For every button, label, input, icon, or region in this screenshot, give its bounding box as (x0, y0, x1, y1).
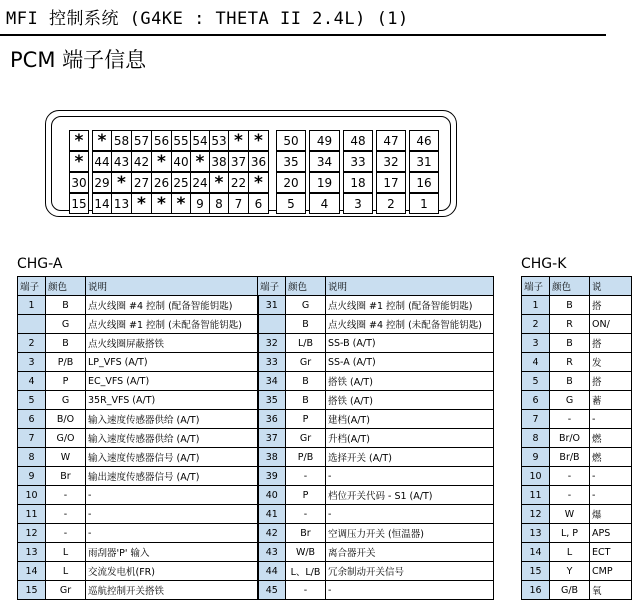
color-cell: B (46, 334, 86, 353)
description-cell: 搭 (590, 372, 632, 391)
table-row (18, 372, 494, 391)
table-row (522, 581, 632, 600)
color-cell: L (46, 562, 86, 581)
terminal-cell: 6 (18, 410, 46, 429)
connector-pin: 49 (309, 130, 340, 151)
table-row (18, 486, 494, 505)
description-cell: 空调压力开关 (恒温器) (326, 524, 494, 543)
connector-pin: 17 (376, 172, 406, 193)
description-cell: 输入速度传感器供给 (A/T) (86, 429, 258, 448)
terminal-cell: 37 (258, 429, 286, 448)
color-cell: G (286, 296, 326, 315)
color-cell: G (46, 391, 86, 410)
terminal-cell: 14 (522, 543, 550, 562)
connector-pin: 25 (171, 172, 191, 193)
connector-pin: 43 (111, 151, 132, 172)
terminal-cell: 2 (522, 315, 550, 334)
terminal-cell: 45 (258, 581, 286, 600)
table-row (522, 391, 632, 410)
terminal-cell: 32 (258, 334, 286, 353)
connector-pin: 14 (92, 193, 112, 214)
description-cell: 搭铁 (A/T) (326, 391, 494, 410)
table-row (18, 448, 494, 467)
table-row (522, 429, 632, 448)
color-cell: B (286, 315, 326, 334)
header-terminal: 端子 (18, 277, 46, 296)
terminal-cell: 15 (522, 562, 550, 581)
terminal-cell: 41 (258, 505, 286, 524)
description-cell: EC_VFS (A/T) (86, 372, 258, 391)
terminal-cell: 44 (258, 562, 286, 581)
terminal-cell: 16 (522, 581, 550, 600)
connector-pin: 2 (376, 193, 406, 214)
description-cell: - (326, 467, 494, 486)
connector-pin: 13 (111, 193, 132, 214)
terminal-cell: 8 (522, 429, 550, 448)
description-cell: 燃 (590, 448, 632, 467)
terminal-cell: 5 (18, 391, 46, 410)
terminal-cell: 12 (18, 524, 46, 543)
connector-pin: * (92, 130, 112, 151)
connector-pin: 47 (376, 130, 406, 151)
table-row (18, 296, 494, 315)
description-cell: 冗余制动开关信号 (326, 562, 494, 581)
color-cell: B (286, 372, 326, 391)
header-color: 颜色 (286, 277, 326, 296)
connector-pin: * (151, 151, 172, 172)
color-cell: Gr (286, 353, 326, 372)
connector-pin: * (151, 193, 172, 214)
terminal-cell: 3 (522, 334, 550, 353)
terminal-cell: 8 (18, 448, 46, 467)
document-title: MFI 控制系统 (G4KE : THETA II 2.4L) (1) (6, 9, 409, 29)
color-cell: Gr (286, 429, 326, 448)
color-cell: W/B (286, 543, 326, 562)
section-title: PCM 端子信息 (10, 48, 147, 72)
description-cell: 蓄 (590, 391, 632, 410)
color-cell: G (550, 391, 590, 410)
color-cell: P (286, 410, 326, 429)
header-description: 说明 (326, 277, 494, 296)
connector-pin: * (209, 172, 229, 193)
connector-pin: 36 (248, 151, 269, 172)
description-cell: 选择开关 (A/T) (326, 448, 494, 467)
connector-pin: * (171, 193, 191, 214)
chg-a-terminal-table (17, 276, 494, 600)
connector-pin: * (69, 130, 89, 151)
table-header-row (18, 277, 494, 296)
terminal-cell: 36 (258, 410, 286, 429)
table-row (522, 334, 632, 353)
description-cell: 交流发电机(FR) (86, 562, 258, 581)
terminal-cell: 2 (18, 334, 46, 353)
header-color: 颜色 (46, 277, 86, 296)
connector-pin: 5 (276, 193, 306, 214)
description-cell: 搭铁 (A/T) (326, 372, 494, 391)
color-cell: W (46, 448, 86, 467)
connector-pin: 31 (409, 151, 439, 172)
connector-pin: 40 (171, 151, 191, 172)
color-cell: - (46, 505, 86, 524)
connector-pin: 37 (228, 151, 249, 172)
table-row (18, 524, 494, 543)
header-terminal: 端子 (522, 277, 550, 296)
connector-pin: 57 (131, 130, 152, 151)
terminal-cell: 34 (258, 372, 286, 391)
color-cell: L/B (286, 334, 326, 353)
terminal-cell (18, 315, 46, 334)
color-cell: - (550, 410, 590, 429)
description-cell: ECT (590, 543, 632, 562)
connector-pin: 38 (209, 151, 229, 172)
header-color: 颜色 (550, 277, 590, 296)
terminal-cell: 39 (258, 467, 286, 486)
terminal-cell: 5 (522, 372, 550, 391)
color-cell: P/B (286, 448, 326, 467)
connector-pin: 1 (409, 193, 439, 214)
connector-pin: 16 (409, 172, 439, 193)
color-cell: Br (286, 524, 326, 543)
color-cell: Br/B (550, 448, 590, 467)
table-row (522, 505, 632, 524)
description-cell: 搭 (590, 334, 632, 353)
table-row (522, 410, 632, 429)
connector-pin: 26 (151, 172, 172, 193)
terminal-cell: 7 (522, 410, 550, 429)
terminal-cell: 7 (18, 429, 46, 448)
description-cell: 升档(A/T) (326, 429, 494, 448)
connector-pin: 44 (92, 151, 112, 172)
table-row (522, 372, 632, 391)
connector-pin: 20 (276, 172, 306, 193)
description-cell: APS (590, 524, 632, 543)
table-row (18, 410, 494, 429)
terminal-cell: 11 (18, 505, 46, 524)
description-cell: 输入速度传感器供给 (A/T) (86, 410, 258, 429)
color-cell: L (550, 543, 590, 562)
table-row (522, 315, 632, 334)
table-row (18, 505, 494, 524)
description-cell: 搭 (590, 296, 632, 315)
table-row (18, 391, 494, 410)
description-cell: 发 (590, 353, 632, 372)
description-cell: 档位开关代码 - S1 (A/T) (326, 486, 494, 505)
connector-pin: 33 (343, 151, 373, 172)
connector-pin: * (248, 130, 269, 151)
color-cell: - (286, 467, 326, 486)
description-cell: 爆 (590, 505, 632, 524)
terminal-cell: 10 (522, 467, 550, 486)
color-cell: R (550, 315, 590, 334)
color-cell: P (286, 486, 326, 505)
color-cell: W (550, 505, 590, 524)
table-row (522, 467, 632, 486)
terminal-cell: 43 (258, 543, 286, 562)
connector-pin: 42 (131, 151, 152, 172)
table-row (522, 543, 632, 562)
connector-pin: 46 (409, 130, 439, 151)
table-row (522, 486, 632, 505)
color-cell: - (550, 467, 590, 486)
terminal-cell: 9 (522, 448, 550, 467)
table-row (18, 334, 494, 353)
table-a-label: CHG-A (17, 256, 63, 272)
table-row (18, 581, 494, 600)
table-row (18, 562, 494, 581)
terminal-cell: 12 (522, 505, 550, 524)
connector-pin: 35 (276, 151, 306, 172)
terminal-cell: 40 (258, 486, 286, 505)
description-cell: 点火线圈 #1 控制 (配备智能钥匙) (326, 296, 494, 315)
description-cell: 35R_VFS (A/T) (86, 391, 258, 410)
description-cell: 点火线圈屏蔽搭铁 (86, 334, 258, 353)
color-cell: Gr (46, 581, 86, 600)
table-row (522, 524, 632, 543)
connector-pin: 30 (69, 172, 89, 193)
description-cell: - (86, 524, 258, 543)
color-cell: L (46, 543, 86, 562)
terminal-cell: 3 (18, 353, 46, 372)
description-cell: 点火线圈 #4 控制 (未配备智能钥匙) (326, 315, 494, 334)
terminal-cell: 4 (522, 353, 550, 372)
table-row (18, 315, 494, 334)
color-cell: - (46, 486, 86, 505)
terminal-cell: 9 (18, 467, 46, 486)
description-cell: 雨刮器'P' 输入 (86, 543, 258, 562)
color-cell: P/B (46, 353, 86, 372)
description-cell: 氧 (590, 581, 632, 600)
header-description: 说明 (86, 277, 258, 296)
color-cell: B/O (46, 410, 86, 429)
table-row (18, 543, 494, 562)
color-cell: L、L/B (286, 562, 326, 581)
connector-pin: 8 (209, 193, 229, 214)
description-cell: CMP (590, 562, 632, 581)
terminal-cell: 10 (18, 486, 46, 505)
terminal-cell: 13 (522, 524, 550, 543)
table-row (522, 296, 632, 315)
table-row (522, 562, 632, 581)
title-divider (0, 34, 606, 36)
description-cell: LP_VFS (A/T) (86, 353, 258, 372)
description-cell: SS-B (A/T) (326, 334, 494, 353)
description-cell: - (86, 505, 258, 524)
color-cell: Br/O (550, 429, 590, 448)
connector-pin: 9 (190, 193, 210, 214)
connector-pin: * (248, 172, 269, 193)
connector-pin: * (228, 130, 249, 151)
table-row (522, 353, 632, 372)
table-row (18, 353, 494, 372)
terminal-cell: 4 (18, 372, 46, 391)
description-cell: 建档(A/T) (326, 410, 494, 429)
description-cell: 输出速度传感器信号 (A/T) (86, 467, 258, 486)
connector-pin: 53 (209, 130, 229, 151)
terminal-cell: 38 (258, 448, 286, 467)
color-cell: - (550, 486, 590, 505)
connector-pin: 29 (92, 172, 112, 193)
connector-pin: 18 (343, 172, 373, 193)
header-description: 说 (590, 277, 632, 296)
color-cell: Y (550, 562, 590, 581)
connector-pin: 56 (151, 130, 172, 151)
connector-pin: * (190, 151, 210, 172)
connector-pin: 19 (309, 172, 340, 193)
description-cell: - (590, 410, 632, 429)
terminal-cell: 1 (522, 296, 550, 315)
description-cell: 输入速度传感器信号 (A/T) (86, 448, 258, 467)
connector-pin: 4 (309, 193, 340, 214)
color-cell: - (286, 505, 326, 524)
color-cell: L, P (550, 524, 590, 543)
terminal-cell: 33 (258, 353, 286, 372)
color-cell: G/O (46, 429, 86, 448)
chg-k-terminal-table (521, 276, 632, 600)
connector-pin: 6 (248, 193, 269, 214)
color-cell: G (46, 315, 86, 334)
terminal-cell: 1 (18, 296, 46, 315)
connector-pin: 48 (343, 130, 373, 151)
color-cell: - (46, 524, 86, 543)
description-cell: 巡航控制开关搭铁 (86, 581, 258, 600)
color-cell: - (286, 581, 326, 600)
terminal-cell: 11 (522, 486, 550, 505)
connector-pin: 7 (228, 193, 249, 214)
terminal-cell: 14 (18, 562, 46, 581)
table-row (522, 448, 632, 467)
description-cell: ON/ (590, 315, 632, 334)
description-cell: 燃 (590, 429, 632, 448)
color-cell: G/B (550, 581, 590, 600)
description-cell: SS-A (A/T) (326, 353, 494, 372)
connector-pin: * (131, 193, 152, 214)
connector-pin: 3 (343, 193, 373, 214)
color-cell: B (550, 296, 590, 315)
terminal-cell: 42 (258, 524, 286, 543)
terminal-cell: 35 (258, 391, 286, 410)
description-cell: - (326, 505, 494, 524)
description-cell: - (86, 486, 258, 505)
terminal-cell: 13 (18, 543, 46, 562)
connector-pin: 24 (190, 172, 210, 193)
description-cell: 点火线圈 #4 控制 (配备智能钥匙) (86, 296, 258, 315)
color-cell: R (550, 353, 590, 372)
terminal-cell: 15 (18, 581, 46, 600)
header-terminal: 端子 (258, 277, 286, 296)
terminal-cell (258, 315, 286, 334)
connector-pin: 15 (69, 193, 89, 214)
table-header-row (522, 277, 632, 296)
connector-pin: * (111, 172, 132, 193)
table-k-label: CHG-K (521, 256, 567, 272)
color-cell: B (286, 391, 326, 410)
terminal-cell: 6 (522, 391, 550, 410)
color-cell: B (550, 334, 590, 353)
terminal-cell: 31 (258, 296, 286, 315)
connector-pin: 50 (276, 130, 306, 151)
color-cell: B (46, 296, 86, 315)
description-cell: - (590, 467, 632, 486)
description-cell: 点火线圈 #1 控制 (未配备智能钥匙) (86, 315, 258, 334)
connector-pin: 22 (228, 172, 249, 193)
description-cell: 离合器开关 (326, 543, 494, 562)
table-row (18, 429, 494, 448)
connector-pin: 55 (171, 130, 191, 151)
color-cell: Br (46, 467, 86, 486)
connector-pin: 58 (111, 130, 132, 151)
description-cell: - (590, 486, 632, 505)
connector-pin: 32 (376, 151, 406, 172)
connector-pin: 34 (309, 151, 340, 172)
color-cell: P (46, 372, 86, 391)
description-cell: - (326, 581, 494, 600)
connector-pin: * (69, 151, 89, 172)
connector-pin: 54 (190, 130, 210, 151)
connector-pin: 27 (131, 172, 152, 193)
color-cell: B (550, 372, 590, 391)
table-row (18, 467, 494, 486)
